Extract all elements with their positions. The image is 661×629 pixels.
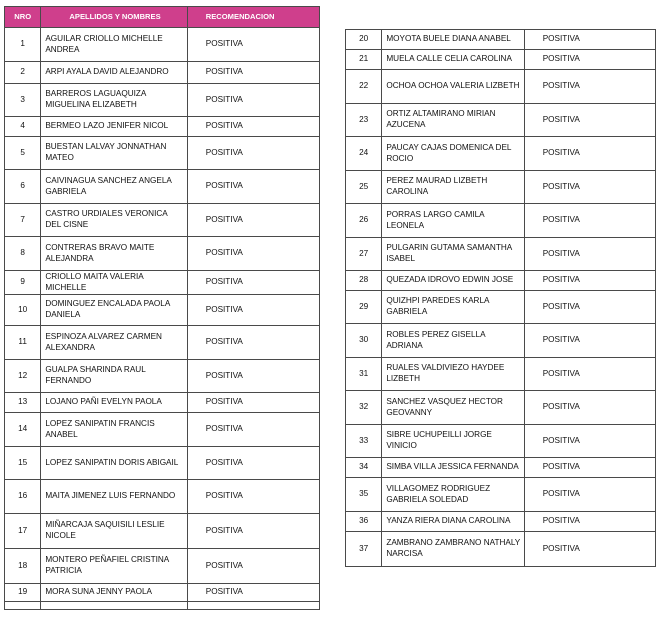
- student-name: PULGARIN GUTAMA SAMANTHA ISABEL: [382, 238, 524, 271]
- table-row: [5, 62, 320, 84]
- recommendation-value: POSITIVA: [524, 291, 655, 324]
- table-row: [5, 170, 320, 204]
- recommendation-value: POSITIVA: [524, 30, 655, 50]
- recommendation-value: POSITIVA: [524, 271, 655, 291]
- row-number: 35: [346, 478, 382, 512]
- recommendation-value: POSITIVA: [524, 358, 655, 391]
- student-name: SIMBA VILLA JESSICA FERNANDA: [382, 458, 524, 478]
- empty-cell: [5, 602, 41, 610]
- empty-cell: [187, 602, 319, 610]
- row-number: 32: [346, 391, 382, 425]
- table-row: [5, 549, 320, 584]
- header-recommendation: RECOMENDACION: [187, 7, 319, 28]
- recommendation-value: POSITIVA: [524, 512, 655, 532]
- recommendation-value: POSITIVA: [524, 458, 655, 478]
- student-name: CRIOLLO MAITA VALERIA MICHELLE: [41, 271, 187, 295]
- row-number: 36: [346, 512, 382, 532]
- table-row: [346, 30, 656, 50]
- row-number: 6: [5, 170, 41, 204]
- table-row: [5, 28, 320, 62]
- recommendation-value: POSITIVA: [524, 70, 655, 104]
- row-number: 33: [346, 425, 382, 458]
- recommendation-value: POSITIVA: [524, 171, 655, 204]
- recommendation-value: POSITIVA: [187, 137, 319, 170]
- student-name: CAIVINAGUA SANCHEZ ANGELA GABRIELA: [41, 170, 187, 204]
- recommendation-value: POSITIVA: [524, 425, 655, 458]
- table-row: [346, 458, 656, 478]
- recommendation-value: POSITIVA: [187, 204, 319, 237]
- student-name: MOYOTA BUELE DIANA ANABEL: [382, 30, 524, 50]
- row-number: 8: [5, 237, 41, 271]
- table-row: [5, 413, 320, 447]
- student-name: CASTRO URDIALES VERONICA DEL CISNE: [41, 204, 187, 237]
- table-header-row: [5, 7, 320, 28]
- recommendation-value: POSITIVA: [524, 478, 655, 512]
- row-number: 25: [346, 171, 382, 204]
- recommendation-value: POSITIVA: [524, 104, 655, 137]
- table-row: [5, 84, 320, 117]
- student-name: PORRAS LARGO CAMILA LEONELA: [382, 204, 524, 238]
- row-number: 20: [346, 30, 382, 50]
- row-number: 17: [5, 514, 41, 549]
- table-row-cutoff: [5, 602, 320, 610]
- table-row: [346, 50, 656, 70]
- recommendation-value: POSITIVA: [187, 84, 319, 117]
- table-row: [346, 271, 656, 291]
- table-row: [346, 358, 656, 391]
- student-name: BERMEO LAZO JENIFER NICOL: [41, 117, 187, 137]
- student-name: LOJANO PAÑI EVELYN PAOLA: [41, 393, 187, 413]
- student-name: BUESTAN LALVAY JONNATHAN MATEO: [41, 137, 187, 170]
- empty-cell: [41, 602, 187, 610]
- student-name: ROBLES PEREZ GISELLA ADRIANA: [382, 324, 524, 358]
- student-name: SANCHEZ VASQUEZ HECTOR GEOVANNY: [382, 391, 524, 425]
- table-row: [346, 425, 656, 458]
- recommendation-value: POSITIVA: [187, 271, 319, 295]
- recommendation-value: POSITIVA: [524, 532, 655, 567]
- recommendation-value: POSITIVA: [187, 447, 319, 480]
- student-name: PAUCAY CAJAS DOMENICA DEL ROCIO: [382, 137, 524, 171]
- table-row: [346, 478, 656, 512]
- student-name: PEREZ MAURAD LIZBETH CAROLINA: [382, 171, 524, 204]
- table-row: [346, 512, 656, 532]
- student-name: AGUILAR CRIOLLO MICHELLE ANDREA: [41, 28, 187, 62]
- table-row: [346, 70, 656, 104]
- student-name: ESPINOZA ALVAREZ CARMEN ALEXANDRA: [41, 326, 187, 360]
- row-number: 37: [346, 532, 382, 567]
- table-row: [5, 480, 320, 514]
- recommendation-value: POSITIVA: [187, 237, 319, 271]
- recommendation-value: POSITIVA: [524, 50, 655, 70]
- row-number: 2: [5, 62, 41, 84]
- student-name: ZAMBRANO ZAMBRANO NATHALY NARCISA: [382, 532, 524, 567]
- table-row: [5, 237, 320, 271]
- row-number: 16: [5, 480, 41, 514]
- recommendation-value: POSITIVA: [187, 62, 319, 84]
- row-number: 5: [5, 137, 41, 170]
- left-recommendation-table: [4, 6, 320, 610]
- row-number: 11: [5, 326, 41, 360]
- student-name: RUALES VALDIVIEZO HAYDEE LIZBETH: [382, 358, 524, 391]
- recommendation-value: POSITIVA: [187, 393, 319, 413]
- table-row: [346, 238, 656, 271]
- row-number: 19: [5, 584, 41, 602]
- table-row: [5, 360, 320, 393]
- row-number: 27: [346, 238, 382, 271]
- recommendation-value: POSITIVA: [524, 238, 655, 271]
- student-name: VILLAGOMEZ RODRIGUEZ GABRIELA SOLEDAD: [382, 478, 524, 512]
- row-number: 23: [346, 104, 382, 137]
- student-name: MAITA JIMENEZ LUIS FERNANDO: [41, 480, 187, 514]
- recommendation-value: POSITIVA: [187, 584, 319, 602]
- student-name: QUIZHPI PAREDES KARLA GABRIELA: [382, 291, 524, 324]
- recommendation-value: POSITIVA: [187, 28, 319, 62]
- row-number: 1: [5, 28, 41, 62]
- row-number: 13: [5, 393, 41, 413]
- recommendation-value: POSITIVA: [187, 117, 319, 137]
- student-name: ARPI AYALA DAVID ALEJANDRO: [41, 62, 187, 84]
- table-row: [5, 137, 320, 170]
- recommendation-value: POSITIVA: [524, 137, 655, 171]
- student-name: SIBRE UCHUPEILLI JORGE VINICIO: [382, 425, 524, 458]
- student-name: BARREROS LAGUAQUIZA MIGUELINA ELIZABETH: [41, 84, 187, 117]
- row-number: 4: [5, 117, 41, 137]
- recommendation-value: POSITIVA: [524, 391, 655, 425]
- recommendation-value: POSITIVA: [187, 360, 319, 393]
- student-name: MUELA CALLE CELIA CAROLINA: [382, 50, 524, 70]
- student-name: LOPEZ SANIPATIN DORIS ABIGAIL: [41, 447, 187, 480]
- row-number: 21: [346, 50, 382, 70]
- student-name: MIÑARCAJA SAQUISILI LESLIE NICOLE: [41, 514, 187, 549]
- table-row: [346, 391, 656, 425]
- row-number: 29: [346, 291, 382, 324]
- row-number: 30: [346, 324, 382, 358]
- student-name: GUALPA SHARINDA RAUL FERNANDO: [41, 360, 187, 393]
- right-recommendation-table: [345, 29, 656, 567]
- recommendation-value: POSITIVA: [524, 324, 655, 358]
- right-table-body: [346, 30, 656, 567]
- row-number: 10: [5, 295, 41, 326]
- row-number: 14: [5, 413, 41, 447]
- row-number: 18: [5, 549, 41, 584]
- row-number: 3: [5, 84, 41, 117]
- header-name: APELLIDOS Y NOMBRES: [41, 7, 187, 28]
- table-row: [5, 393, 320, 413]
- row-number: 26: [346, 204, 382, 238]
- student-name: CONTRERAS BRAVO MAITE ALEJANDRA: [41, 237, 187, 271]
- student-name: DOMINGUEZ ENCALADA PAOLA DANIELA: [41, 295, 187, 326]
- recommendation-value: POSITIVA: [187, 413, 319, 447]
- student-name: OCHOA OCHOA VALERIA LIZBETH: [382, 70, 524, 104]
- student-name: MORA SUNA JENNY PAOLA: [41, 584, 187, 602]
- table-row: [346, 532, 656, 567]
- row-number: 34: [346, 458, 382, 478]
- row-number: 31: [346, 358, 382, 391]
- student-name: LOPEZ SANIPATIN FRANCIS ANABEL: [41, 413, 187, 447]
- table-row: [5, 514, 320, 549]
- table-row: [346, 204, 656, 238]
- student-name: ORTIZ ALTAMIRANO MIRIAN AZUCENA: [382, 104, 524, 137]
- row-number: 24: [346, 137, 382, 171]
- table-row: [346, 171, 656, 204]
- recommendation-value: POSITIVA: [187, 480, 319, 514]
- table-row: [346, 291, 656, 324]
- row-number: 15: [5, 447, 41, 480]
- recommendation-value: POSITIVA: [187, 295, 319, 326]
- table-row: [5, 117, 320, 137]
- table-row: [346, 104, 656, 137]
- row-number: 12: [5, 360, 41, 393]
- left-table-body: [5, 28, 320, 610]
- table-row: [5, 271, 320, 295]
- recommendation-value: POSITIVA: [187, 549, 319, 584]
- student-name: MONTERO PEÑAFIEL CRISTINA PATRICIA: [41, 549, 187, 584]
- row-number: 7: [5, 204, 41, 237]
- row-number: 22: [346, 70, 382, 104]
- student-name: QUEZADA IDROVO EDWIN JOSE: [382, 271, 524, 291]
- recommendation-value: POSITIVA: [524, 204, 655, 238]
- table-row: [5, 584, 320, 602]
- table-row: [5, 326, 320, 360]
- table-row: [5, 447, 320, 480]
- table-row: [5, 204, 320, 237]
- recommendation-value: POSITIVA: [187, 326, 319, 360]
- header-nro: NRO: [5, 7, 41, 28]
- row-number: 28: [346, 271, 382, 291]
- recommendation-value: POSITIVA: [187, 170, 319, 204]
- table-row: [346, 324, 656, 358]
- table-row: [346, 137, 656, 171]
- row-number: 9: [5, 271, 41, 295]
- table-row: [5, 295, 320, 326]
- student-name: YANZA RIERA DIANA CAROLINA: [382, 512, 524, 532]
- recommendation-value: POSITIVA: [187, 514, 319, 549]
